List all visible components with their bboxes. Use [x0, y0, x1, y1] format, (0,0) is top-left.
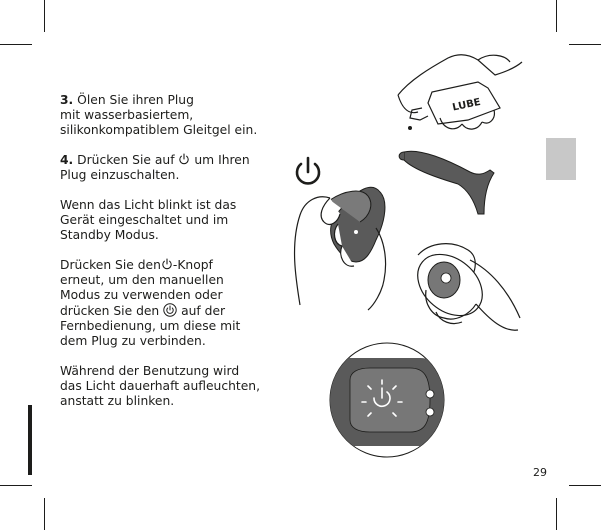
text-line: Plug einzuschalten.	[60, 168, 180, 182]
plug-illustration	[399, 151, 494, 214]
step-number: 4.	[60, 153, 74, 167]
text-line: Modus zu verwenden oder	[60, 288, 223, 302]
text-line: silikonkompatiblem Gleitgel ein.	[60, 123, 258, 137]
text-line: mit wasserbasiertem,	[60, 108, 194, 122]
text-line: drücken Sie den	[60, 304, 160, 318]
text-line: Standby Modus.	[60, 228, 159, 242]
led-closeup-illustration	[320, 343, 450, 457]
text-line: um Ihren	[194, 153, 250, 167]
step-number: 3.	[60, 93, 74, 107]
text-line: das Licht dauerhaft aufleuchten,	[60, 379, 260, 393]
text-line: dem Plug zu verbinden.	[60, 334, 206, 348]
text-line: Während der Benutzung wird	[60, 364, 240, 378]
lube-drop-icon	[408, 126, 412, 130]
lube-bottle-illustration	[398, 55, 522, 130]
power-icon	[297, 158, 319, 183]
text-line: Wenn das Licht blinkt ist das	[60, 198, 237, 212]
text-line: auf der	[181, 304, 226, 318]
text-line: Drücken Sie auf	[77, 153, 175, 167]
text-line: erneut, um den manuellen	[60, 273, 224, 287]
hand-with-remote-illustration	[406, 242, 520, 330]
page-number: 29	[533, 466, 547, 479]
remote-button-icon	[441, 273, 451, 283]
text-line: anstatt zu blinken.	[60, 394, 175, 408]
hand-with-plug-illustration	[295, 187, 386, 310]
text-line: Ölen Sie ihren Plug	[77, 93, 194, 107]
text-line: Gerät eingeschaltet und im	[60, 213, 229, 227]
text-line: Fernbedienung, um diese mit	[60, 319, 241, 333]
text-line: -Knopf	[172, 258, 213, 272]
bottle-label: LUBE	[451, 96, 482, 114]
text-line: Drücken Sie den	[60, 258, 161, 272]
led-icon	[354, 230, 358, 234]
